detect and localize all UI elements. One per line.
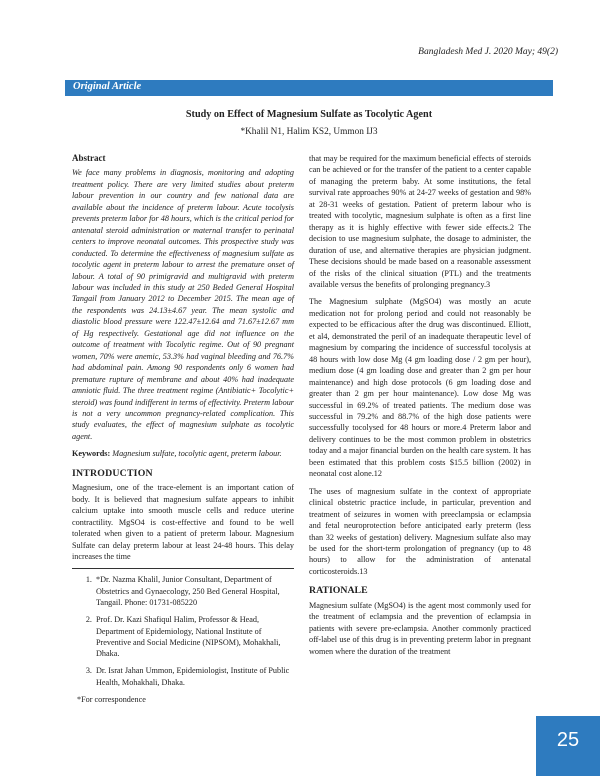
rationale-heading: RATIONALE (309, 585, 368, 597)
abstract-text: We face many problems in diagnosis, monitoring and adopting treatment policy. There are very limited studies about preterm labour prevention in our country and few national data are available about the incidence of preterm labour. Acute tocolysis prevents preterm labor for 48 hours, which is the critical period for antenatal steroid administration or maternal transfer to perinatal centers to improve neonatal outcomes. This prospective study was conducted. To determine the effectiveness of magnesium sulfate as tocolytic agent in preterm labour to arrest the premature onset of labour. A total of 90 primigravid and multigravid with preterm labour was included in this study at 250 Beded General Hospital Tangail from January 2012 to December 2015. The mean age of the respondents was 24.13±4.67 year. The mean systolic and diastolic blood pressure were 122.47±12.64 and 71.67±12.67 mm of Hg respectively. Gestational age did not influence on the outcome of treatment with Tocolytic regime. Out of 90 pregnant women, 70% were anemic, 53.3% had vaginal bleeding and 76.7% had abdominal pain. Among 90 respondents only 6 women had premature rupture of membrane and about 40% had inadequate amniotic fluid. The three treatment regime (Antibiatic+ Tocolytic+ steroid) was found indifferent in terms of effectivity. Preterm labour is not a very uncommon pregnancy-related complication. This study evaluates, the effect of magnesium sulphate as tocolytic agent. (72, 168, 294, 441)
affiliation-item: 1. *Dr. Nazma Khalil, Junior Consultant, Department of Obstetrics and Gynaecology, 250 Bed General Hospital, Tangail. Phone: 01731-085220 (94, 574, 294, 608)
intro-text: Magnesium, one of the trace-element is an important cation of body. It is believed that magnesium sulfate appears to inhibit calcium uptake into smooth muscle cells and reduce uterine contractility. MgSO4 is cost-effective and found to be well tolerated when given to a patient of preterm labour. Magnesium Sulfate can delay preterm labour at least 24-48 hours. This delay increases the time (72, 483, 294, 561)
journal-citation: Bangladesh Med J. 2020 May; 49(2) (418, 47, 558, 57)
keywords (72, 448, 294, 459)
section-banner (65, 80, 553, 96)
body-paragraph: The uses of magnesium sulfate in the context of appropriate clinical obstetric practice include, in particular, prevention and treatment of seizures in women with preeclampsia or eclampsia and fetal neuroprotection before anticipated early preterm (less than 32 weeks of gestation) delivery. Magnesium sulfate also may be used for the short-term prolongation of pregnancy (up to 48 hours) to allow for the administration of antenatal corticosteroids.13 (309, 486, 531, 576)
keywords-label: Keywords: (72, 449, 111, 459)
correspondence-note: *For correspondence (77, 695, 146, 705)
body-paragraph: The Magnesium sulphate (MgSO4) was mostly an acute medication not for prolong period and could not reasonably be expected to be efficacious after the drug was discontinued. Elliott, et al4, demonstrated the peril of an inadequate therapeutic level of magnesium by comparing the incidence of successful tocolysis at 48 hours with low dose Mg (4 gm loading dose / 2 gm per hour), medium dose (4 gm loading dose and greater than 2 gm per hour maintenance) and high dose protocols (6 gm loading dose and greater than 2 gm per hour maintenance). Low dose Mg was successful in 69.2% of treated patients. The medium dose was successful in 79.2% and 88.7% of the high dose patients were successfully tocolysed for 48 hours or more.4 Preterm labor and delivery continues to be the most common problem in obstetrics today and a major financial burden on the health care system. It has been estimated that this problem costs $15.5 billion (2002) in neonatal cost alone.12 (309, 297, 531, 479)
article-title: Study on Effect of Magnesium Sulfate as Tocolytic Agent (185, 109, 433, 120)
intro-heading: INTRODUCTION (72, 467, 153, 479)
page-number-box (536, 716, 600, 776)
author-line: *Khalil N1, Halim KS2, Ummon IJ3 (240, 127, 378, 137)
footnote-divider (72, 568, 294, 569)
page-number: 25 (556, 729, 580, 751)
rationale-text: Magnesium sulfate (MgSO4) is the agent most commonly used for the treatment of eclampsia and the prevention of eclampsia in patients with severe pre-eclampsia. Another commonly practiced off-label use of this drug is in preventing preterm labor in pregnant women where the duration of the treatment (309, 600, 531, 656)
affiliation-item: 3. Dr. Israt Jahan Ummon, Epidemiologist, Institute of Public Health, Mohakhali, Dhaka. (94, 665, 294, 688)
keywords-text: Magnesium sulfate, tocolytic agent, preterm labour. (112, 449, 282, 459)
right-column (309, 153, 531, 663)
abstract-heading: Abstract (72, 153, 106, 163)
affiliation-item: 2. Prof. Dr. Kazi Shafiqul Halim, Professor & Head, Department of Epidemiology, National Institute of Preventive and Social Medicine (NIPSOM), Mohakhali, Dhaka. (94, 614, 294, 659)
body-paragraph: that may be required for the maximum beneficial effects of steroids can be achieved or for the transfer of the patient to a center capable of managing the preterm baby. At some institutions, the fetal survival rate approaches 90% at 24-27 weeks of gestation and 98% at 28-31 weeks of gestation. Patient of preterm labour who is treated with tocolytic, magnesium sulphate is often as a first line therapy as it is highly effective with fewer side effects.2 The decision to use magnesium sulphate, the dosage to administer, the duration of use, and alternative therapies are physician judgment. These decisions should be made based on a reasonable assessment of the risks of the clinical situation (PTL) and the treatments available versus the benefits of prolonging pregnancy.3 (309, 154, 531, 289)
section-label: Original Article (73, 81, 142, 92)
left-column (72, 153, 294, 706)
affiliation-list (72, 574, 294, 688)
